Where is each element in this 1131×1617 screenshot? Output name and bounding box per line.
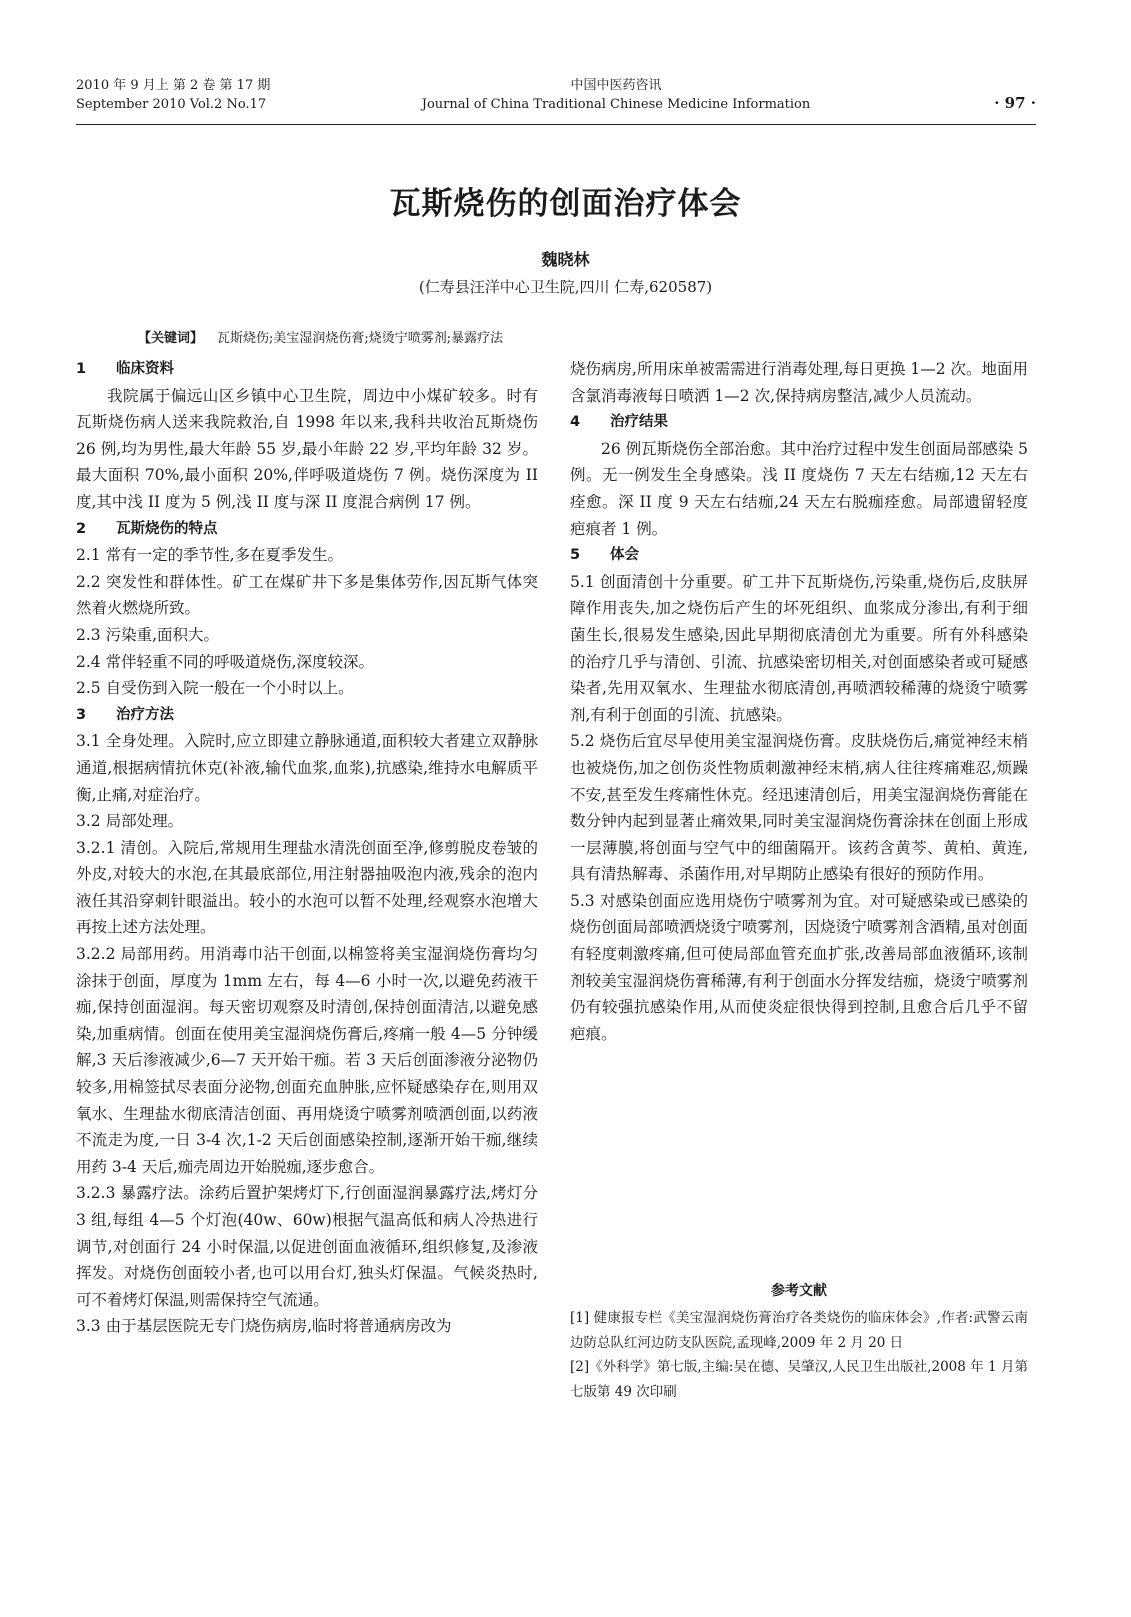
section-heading [76, 356, 538, 383]
references-title: 参考文献 [771, 1283, 827, 1299]
paragraph: 2.4 常伴轻重不同的呼吸道烧伤,深度较深。 [76, 652, 375, 671]
keywords-text: 瓦斯烧伤;美宝湿润烧伤膏;烧烫宁喷雾剂;暴露疗法 [217, 331, 504, 346]
paragraph: 烧伤病房,所用床单被需需进行消毒处理,每日更换 1—2 次。地面用含氯消毒液每日喷洒 1—2 次,保持病房整洁,减少人员流动。 [570, 360, 1028, 405]
issue-info-cn: 2010 年 9 月上 第 2 卷 第 17 期 [76, 78, 271, 93]
paragraph: 3.2.3 暴露疗法。涂药后置护架烤灯下,行创面湿润暴露疗法,烤灯分 3 组,每组 4—5 个灯泡(40w、60w)根据气温高低和病人冷热进行调节,对创面行 24 小时保温,以促进创面血液循环,组织修复,及渗液挥发。对烧伤创面较小者,也可以用台灯,独头灯保温。气候炎热时,可不着烤灯保温,则需保持空气流通。 [76, 1184, 538, 1309]
section-heading [570, 542, 1028, 569]
paragraph: 2.2 突发性和群体性。矿工在煤矿井下多是集体劳作,因瓦斯气体突然着火燃烧所致。 [76, 572, 538, 618]
journal-name-cn: 中国中医药咨讯 [570, 78, 662, 93]
paragraph: 3.1 全身处理。入院时,应立即建立静脉通道,面积较大者建立双静脉通道,根据病情抗休克(补液,输代血浆,血浆),抗感染,维持水电解质平衡,止痛,对症治疗。 [76, 732, 538, 804]
right-column [570, 356, 1028, 1047]
paragraph: 2.3 污染重,面积大。 [76, 625, 220, 644]
section-number: 2 [76, 520, 87, 537]
paragraph: 2.5 自受伤到入院一般在一个小时以上。 [76, 679, 354, 698]
keywords [138, 327, 503, 346]
header-rule [76, 124, 1036, 125]
author-affiliation: (仁寿县汪洋中心卫生院,四川 仁寿,620587) [418, 278, 713, 296]
section-number: 5 [570, 547, 581, 564]
keywords-label: 【关键词】 [138, 331, 204, 346]
section-heading [570, 409, 1028, 436]
running-header [76, 76, 1036, 122]
page-number: · 97 · [994, 94, 1036, 112]
article-title: 瓦斯烧伤的创面治疗体会 [389, 186, 742, 222]
section-title: 治疗结果 [610, 414, 668, 431]
section-number: 3 [76, 706, 87, 723]
paragraph: 5.1 创面清创十分重要。矿工井下瓦斯烧伤,污染重,烧伤后,皮肤屏障作用丧失,加之烧伤后产生的坏死组织、血浆成分渗出,有利于细菌生长,很易发生感染,因此早期彻底清创尤为重要。所有外科感染的治疗几乎与清创、引流、抗感染密切相关,对创面感染者或可疑感染者,先用双氧水、生理盐水彻底清创,再喷洒较稀薄的烧烫宁喷雾剂,有利于创面的引流、抗感染。 [570, 572, 1028, 724]
issue-info [76, 76, 270, 114]
paragraph: 5.3 对感染创面应选用烧伤宁喷雾剂为宜。对可疑感染或已感染的烧伤创面局部喷洒烧烫宁喷雾剂，因烧烫宁喷雾剂含酒精,虽对创面有轻度刺激疼痛,但可使局部血管充血扩张,改善局部血液循环,该制剂较美宝湿润烧伤膏稀薄,有利于创面水分挥发结痂，烧烫宁喷雾剂仍有较强抗感染作用,从而使炎症很快得到控制,且愈合后几乎不留疤痕。 [570, 891, 1028, 1043]
paragraph: 5.2 烧伤后宜尽早使用美宝湿润烧伤膏。皮肤烧伤后,痛觉神经末梢也被烧伤,加之创伤炎性物质刺激神经末梢,病人往往疼痛难忍,烦躁不安,甚至发生疼痛性休克。经迅速清创后，用美宝湿润烧伤膏能在数分钟内起到显著止痛效果,同时美宝湿润烧伤膏涂抹在创面上形成一层薄膜,将创面与空气中的细菌隔开。该药含黄芩、黄柏、黄连,具有清热解毒、杀菌作用,对早期防止感染有很好的预防作用。 [570, 732, 1028, 884]
journal-name [406, 76, 826, 114]
section-title: 体会 [610, 547, 639, 564]
reference-item: [2]《外科学》第七版,主编:吴在德、吴肇汉,人民卫生出版社,2008 年 1 月第七版第 49 次印刷 [570, 1359, 1028, 1400]
references-list [570, 1306, 1028, 1404]
reference-item: [1] 健康报专栏《美宝湿润烧伤膏治疗各类烧伤的临床体会》,作者:武警云南边防总队红河边防支队医院,孟现峰,2009 年 2 月 20 日 [570, 1310, 1028, 1351]
section-title: 治疗方法 [116, 706, 174, 723]
paragraph: 3.2.2 局部用药。用消毒巾沾干创面,以棉签将美宝湿润烧伤膏均匀涂抹于创面，厚度为 1mm 左右，每 4—6 小时一次,以避免药液干痂,保持创面湿润。每天密切观察及时清创,保持创面清洁,以避免感染,加重病情。创面在使用美宝湿润烧伤膏后,疼痛一般 4—5 分钟缓解,3 天后渗液减少,6—7 天开始干痂。若 3 天后创面渗液分泌物仍较多,用棉签拭尽表面分泌物,创面充血肿胀,应怀疑感染存在,则用双氧水、生理盐水彻底清洁创面、再用烧烫宁喷雾剂喷洒创面,以药液不流走为度,一日 3-4 次,1-2 天后创面感染控制,逐渐开始干痂,继续用药 3-4 天后,痂壳周边开始脱痂,逐步愈合。 [76, 945, 538, 1176]
section-heading [76, 702, 538, 729]
section-heading [76, 516, 538, 543]
left-column [76, 356, 538, 1340]
paragraph: 3.2 局部处理。 [76, 812, 184, 831]
section-number: 1 [76, 361, 87, 377]
paragraph: 我院属于偏远山区乡镇中心卫生院，周边中小煤矿较多。时有瓦斯烧伤病人送来我院救治,自 1998 年以来,我科共收治瓦斯烧伤 26 例,均为男性,最大年龄 55 岁,最小年龄 22 岁,平均年龄 32 岁。最大面积 70%,最小面积 20%,伴呼吸道烧伤 7 例。烧伤深度为 II 度,其中浅 II 度为 5 例,浅 II 度与深 II 度混合病例 17 例。 [76, 386, 538, 511]
section-number: 4 [570, 414, 581, 431]
section-title: 临床资料 [116, 361, 174, 377]
issue-info-en: September 2010 Vol.2 No.17 [76, 97, 267, 112]
author-name: 魏晓林 [541, 250, 590, 269]
paragraph: 2.1 常有一定的季节性,多在夏季发生。 [76, 546, 344, 565]
paragraph: 3.3 由于基层医院无专门烧伤病房,临时将普通病房改为 [76, 1317, 452, 1336]
journal-name-en: Journal of China Traditional Chinese Medicine Information [421, 97, 811, 112]
paragraph: 3.2.1 清创。入院后,常规用生理盐水清洗创面至净,修剪脱皮卷皱的外皮,对较大的水泡,在其最底部位,用注射器抽吸泡内液,残余的泡内液任其沿穿刺针眼溢出。较小的水泡可以暂不处理,经观察水泡增大再按上述方法处理。 [76, 838, 538, 937]
section-title: 瓦斯烧伤的特点 [116, 520, 218, 537]
paragraph: 26 例瓦斯烧伤全部治愈。其中治疗过程中发生创面局部感染 5 例。无一例发生全身感染。浅 II 度烧伤 7 天左右结痂,12 天左右痊愈。深 II 度 9 天左右结痂,24 天左右脱痂痊愈。局部遗留轻度疤痕者 1 例。 [570, 439, 1028, 538]
